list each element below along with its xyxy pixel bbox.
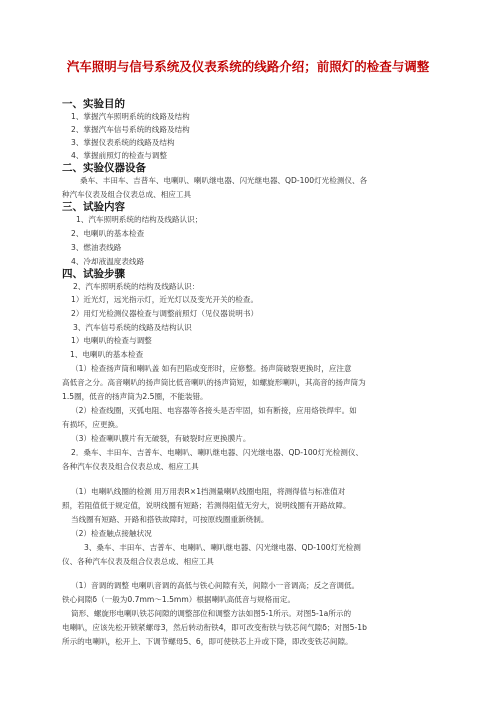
section-heading-objectives: 一、实验目的 <box>62 98 125 110</box>
section-heading-steps: 四、试验步骤 <box>62 268 125 280</box>
step-line: （1）检查扬声筒和喇叭盖 如有凹陷或变形时，应修整。扬声筒破裂更换时，应注意 <box>71 364 352 373</box>
step-line: （2）检查线圈，灭弧电阻、电容器等各接头是否牢固，如有断接，应用烙铁焊牢。如 <box>71 406 357 415</box>
step-line: （1）音调的调整 电喇叭音调的高低与铁心间隙有关，间隙小一音调高；反之音调低。 <box>71 581 360 590</box>
content-item: 1、汽车照明系统的结构及线路认识； <box>76 215 203 224</box>
step-line: 筒形、螺旋形电喇叭铁芯间隙的调整部位和调整方法如图5-1所示。对图5-1a所示的 <box>71 609 352 618</box>
equipment-line: 桑车、丰田车、吉普车、电喇叭、喇叭继电器、闪光继电器、QD-100灯光检测仪、各 <box>80 176 368 185</box>
step-line: 铁心间隙δ（一般为0.7mm～1.5mm）根据喇叭高低音与规格而定。 <box>62 595 296 604</box>
objective-item: 2、掌握汽车信号系统的线路及结构 <box>71 125 190 134</box>
step-line: 3、汽车信号系统的线路及结构认识 <box>73 323 192 332</box>
step-line: 有损坏，应更换。 <box>62 420 123 429</box>
step-line: 当线圈有短路、开路和搭铁故障时，可按原线圈重新绕制。 <box>71 515 269 524</box>
step-line: 3、桑车、丰田车、吉普车、电喇叭、喇叭继电器、闪光继电器、QD-100灯光检测 <box>84 543 361 552</box>
step-line: （3）检查喇叭膜片有无破裂，有破裂时应更换膜片。 <box>71 434 251 443</box>
step-line: 仪、各种汽车仪表及组合仪表总成、相应工具 <box>62 557 214 566</box>
step-line: 2．桑车、丰田车、吉普车、电喇叭、喇叭继电器、闪光继电器、QD-100灯光检测仪、 <box>71 448 364 457</box>
step-line: 1、电喇叭的基本检查 <box>70 350 144 359</box>
step-line: 各种汽车仪表及组合仪表总成、相应工具 <box>62 462 199 471</box>
section-heading-equipment: 二、实验仪器设备 <box>62 162 146 174</box>
page-title: 汽车照明与信号系统及仪表系统的线路介绍；前照灯的检查与调整 <box>66 59 430 74</box>
step-line: 所示的电喇叭，松开上、下调节螺母5、6，即可使铁芯上升或下降，即改变铁芯间隙。 <box>62 637 353 646</box>
equipment-line: 种汽车仪表及组合仪表总成、相应工具 <box>62 190 192 199</box>
objective-item: 4、掌握前照灯的检查与调整 <box>71 151 167 160</box>
section-heading-content: 三、试验内容 <box>62 201 125 213</box>
step-line: 1）电喇叭的检查与调整 <box>71 336 152 345</box>
step-line: （2）检查触点接触状况 <box>71 529 152 538</box>
content-item: 2、电喇叭的基本检查 <box>71 229 145 238</box>
objective-item: 3、掌握仪表系统的线路及结构 <box>71 138 175 147</box>
content-item: 4、冷却液温度表线路 <box>71 257 145 266</box>
step-line: 2）用灯光检测仪器检查与调整前照灯（见仪器说明书） <box>71 309 259 318</box>
step-line: 照，若阻值低于规定值，说明线圈有短路；若测得阻值无穷大，说明线圈有开路故障。 <box>62 501 351 510</box>
objective-item: 1、掌握汽车照明系统的线路及结构 <box>71 112 190 121</box>
step-line: 2、汽车照明系统的结构及线路认识： <box>73 282 200 291</box>
step-line: 1）近光灯，远光指示灯，近光灯以及变光开关的检查。 <box>71 295 259 304</box>
step-line: （1）电喇叭线圈的检测 用万用表R×1挡测量喇叭线圈电阻，将测得值与标准值对 <box>71 487 346 496</box>
step-line: 高低音之分。高音喇叭的扬声筒比低音喇叭的扬声筒短，如螺旋形喇叭，其高音的扬声筒为 <box>62 378 366 387</box>
step-line: 电喇叭，应该先松开锁紧螺母3，然后转动衔铁4，即可改变衔铁与铁芯间气隙δ；对图5-1b <box>62 623 367 632</box>
step-line: 1.5圈，低音的扬声筒为2.5圈，不能装错。 <box>62 392 208 401</box>
content-item: 3、燃油表线路 <box>71 243 122 252</box>
